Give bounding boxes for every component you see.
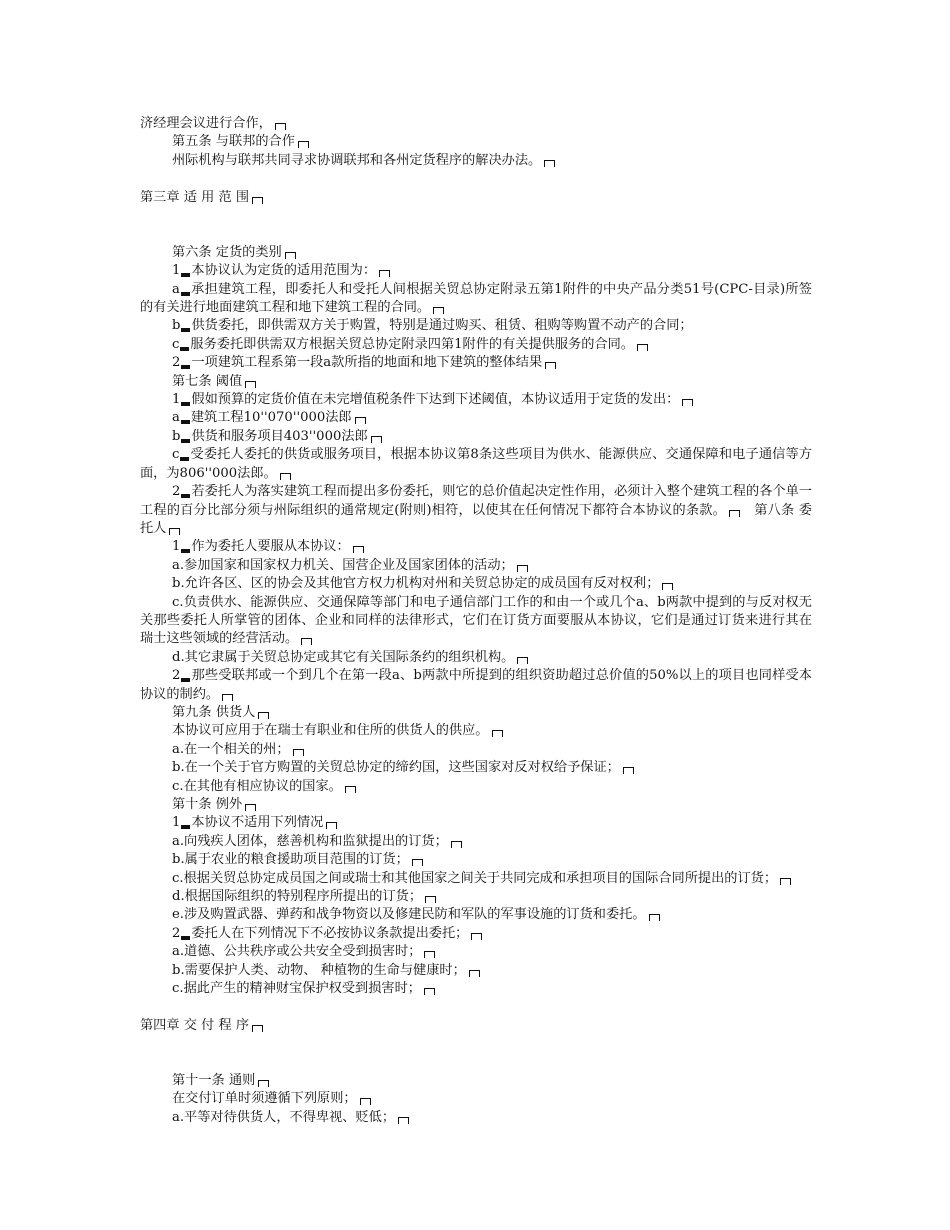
- paragraph-mark-icon: [280, 473, 291, 480]
- text-line: 州际机构与联邦共同寻求协调联邦和各州定货程序的解决办法。: [140, 152, 812, 170]
- paragraph-mark-icon: [433, 307, 444, 314]
- paragraph-mark-icon: [424, 988, 435, 995]
- paragraph-mark-icon: [780, 878, 791, 885]
- text-line: c.据此产生的精神财宝保护权受到损害时；: [140, 980, 812, 998]
- item-marker-icon: [181, 273, 190, 277]
- text-line: c 服务委托即供需双方根据关贸总协定附录四第1附件的有关提供服务的合同。: [140, 336, 812, 354]
- text-line: 1 本协议认为定货的适用范围为：: [140, 262, 812, 280]
- text-paragraph: a 承担建筑工程，即委托人和受托人间根据关贸总协定附录五第1附件的中央产品分类51号(CPC-目录)所签的有关进行地面建筑工程和地下建筑工程的合同。: [140, 281, 812, 316]
- paragraph-mark-icon: [293, 749, 304, 756]
- text-line: d.根据国际组织的特别程序所提出的订货；: [140, 888, 812, 906]
- text-line: a.参加国家和国家权力机关、国营企业及国家团体的活动；: [140, 557, 812, 575]
- paragraph-mark-icon: [245, 804, 256, 811]
- text-paragraph: 2 若委托人为落实建筑工程而提出多份委托，则它的总价值起决定性作用，必须计入整个建筑工程的各个单一工程的百分比部分须与州际组织的通常规定(附则)相符，以使其在任何情况下都符合本协议的条款。 第八条 委托人: [140, 484, 812, 536]
- paragraph-mark-icon: [222, 694, 233, 701]
- paragraph-mark-icon: [252, 1025, 263, 1032]
- text-line: e.涉及购置武器、弹药和战争物资以及修建民防和军队的军事设施的订货和委托。: [140, 906, 812, 924]
- item-marker-icon: [181, 439, 190, 443]
- paragraph-mark-icon: [637, 344, 648, 351]
- item-marker-icon: [181, 825, 190, 829]
- item-marker-icon: [180, 347, 189, 351]
- text-line: 本协议可应用于在瑞士有职业和住所的供货人的供应。: [140, 722, 812, 740]
- article-heading: 第八条 委托人: [140, 502, 812, 536]
- text-line: b.允许各区、区的协会及其他官方权力机构对州和关贸总协定的成员国有反对权利；: [140, 575, 812, 593]
- text-paragraph: c.根据关贸总协定成员国之间或瑞士和其他国家之间关于共同完成和承担项目的国际合同所提出的订货；: [140, 870, 812, 888]
- paragraph-mark-icon: [517, 565, 528, 572]
- paragraph-mark-icon: [623, 767, 634, 774]
- chapter-heading: 第三章 适 用 范 围: [140, 189, 812, 207]
- text-line: b.属于农业的粮食援助项目范围的订货；: [140, 851, 812, 869]
- paragraph-mark-icon: [545, 362, 556, 369]
- text-paragraph: c.负责供水、能源供应、交通保障等部门和电子通信部门工作的和由一个或几个a、b两款中提到的与反对权无关那些委托人所掌管的团体、企业和同样的法律形式，它们在订货方面要服从本协议，它们是通过订货来进行其在瑞士这些领域的经营活动。: [140, 594, 812, 647]
- text-line: 1 假如预算的定货价值在未完增值税条件下达到下述阈值，本协议适用于定货的发出：: [140, 391, 812, 409]
- paragraph-mark-icon: [471, 933, 482, 940]
- article-heading: 第十条 例外: [140, 796, 812, 814]
- item-marker-icon: [181, 402, 190, 406]
- paragraph-mark-icon: [451, 841, 462, 848]
- paragraph-mark-icon: [379, 270, 390, 277]
- paragraph-mark-icon: [424, 951, 435, 958]
- text-line: 2 委托人在下列情况下不必按协议条款提出委托；: [140, 925, 812, 943]
- document-body: [140, 115, 812, 1127]
- article-heading: 第六条 定货的类别: [140, 244, 812, 262]
- paragraph-mark-icon: [492, 730, 503, 737]
- text-line: b 供货委托，即供需双方关于购置，特别是通过购买、租赁、租购等购置不动产的合同；: [172, 318, 693, 334]
- item-marker-icon: [181, 936, 190, 940]
- paragraph-mark-icon: [245, 381, 256, 388]
- paragraph-mark-icon: [649, 914, 660, 921]
- paragraph-mark-icon: [682, 399, 693, 406]
- text-line: b.需要保护人类、动物、 种植物的生命与健康时；: [140, 962, 812, 980]
- paragraph-mark-icon: [169, 528, 180, 535]
- paragraph-mark-icon: [517, 657, 528, 664]
- paragraph-mark-icon: [425, 896, 436, 903]
- item-marker-icon: [180, 457, 189, 461]
- text-line: a.在一个相关的州；: [140, 741, 812, 759]
- paragraph-mark-icon: [301, 638, 312, 645]
- paragraph-mark-icon: [544, 160, 555, 167]
- item-marker-icon: [181, 365, 190, 369]
- paragraph-mark-icon: [353, 546, 364, 553]
- item-marker-icon: [181, 494, 190, 498]
- text-paragraph: c 受委托人委托的供货或服务项目，根据本协议第8条这些项目为供水、能源供应、交通保障和电子通信等方面，为806''000法郎。: [140, 447, 812, 481]
- text-line: 2 一项建筑工程系第一段a款所指的地面和地下建筑的整体结果: [140, 354, 812, 372]
- article-heading: 第九条 供货人: [140, 704, 812, 722]
- text-line: 济经理会议进行合作，: [140, 115, 812, 133]
- paragraph-mark-icon: [326, 822, 337, 829]
- text-line: a 建筑工程10''070''000法郎: [140, 409, 812, 427]
- paragraph-mark-icon: [412, 859, 423, 866]
- paragraph-mark-icon: [285, 252, 296, 259]
- paragraph-mark-icon: [371, 436, 382, 443]
- paragraph-mark-icon: [398, 1117, 409, 1124]
- paragraph-mark-icon: [275, 123, 286, 130]
- text-line: 在交付订单时须遵循下列原则；: [140, 1090, 812, 1108]
- text-line: 1 作为委托人要服从本协议：: [140, 538, 812, 556]
- paragraph-mark-icon: [258, 712, 269, 719]
- item-marker-icon: [181, 549, 190, 553]
- paragraph-mark-icon: [345, 786, 356, 793]
- paragraph-mark-icon: [298, 141, 309, 148]
- article-heading: 第五条 与联邦的合作: [140, 133, 812, 151]
- item-marker-icon: [181, 328, 190, 332]
- chapter-heading: 第四章 交 付 程 序: [140, 1017, 812, 1035]
- text-line: a.道德、公共秩序或公共安全受到损害时；: [140, 943, 812, 961]
- text-line: c.在其他有相应协议的国家。: [140, 778, 812, 796]
- paragraph-mark-icon: [469, 970, 480, 977]
- text-line: d.其它隶属于关贸总协定或其它有关国际条约的组织机构。: [140, 649, 812, 667]
- item-marker-icon: [181, 420, 190, 424]
- paragraph-mark-icon: [355, 417, 366, 424]
- text-line: 1 本协议不适用下列情况: [140, 814, 812, 832]
- paragraph-mark-icon: [360, 1098, 371, 1105]
- text-line: a.平等对待供货人，不得卑视、贬低；: [140, 1109, 812, 1127]
- item-marker-icon: [181, 678, 190, 682]
- text-line: a.向残疾人团体，慈善机构和监狱提出的订货；: [140, 833, 812, 851]
- article-heading: 第十一条 通则: [140, 1072, 812, 1090]
- paragraph-mark-icon: [662, 583, 673, 590]
- paragraph-mark-icon: [729, 510, 740, 517]
- paragraph-mark-icon: [258, 1080, 269, 1087]
- item-marker-icon: [181, 292, 190, 296]
- paragraph-mark-icon: [252, 197, 263, 204]
- article-heading: 第七条 阈值: [140, 373, 812, 391]
- text-paragraph: 2 那些受联邦或一个到几个在第一段a、b两款中所提到的组织资助超过总价值的50%以上的项目也同样受本协议的制约。: [140, 668, 812, 702]
- text-line: b 供货和服务项目403''000法郎: [140, 428, 812, 446]
- text-line: b.在一个关于官方购置的关贸总协定的缔约国，这些国家对反对权给予保证；: [140, 759, 812, 777]
